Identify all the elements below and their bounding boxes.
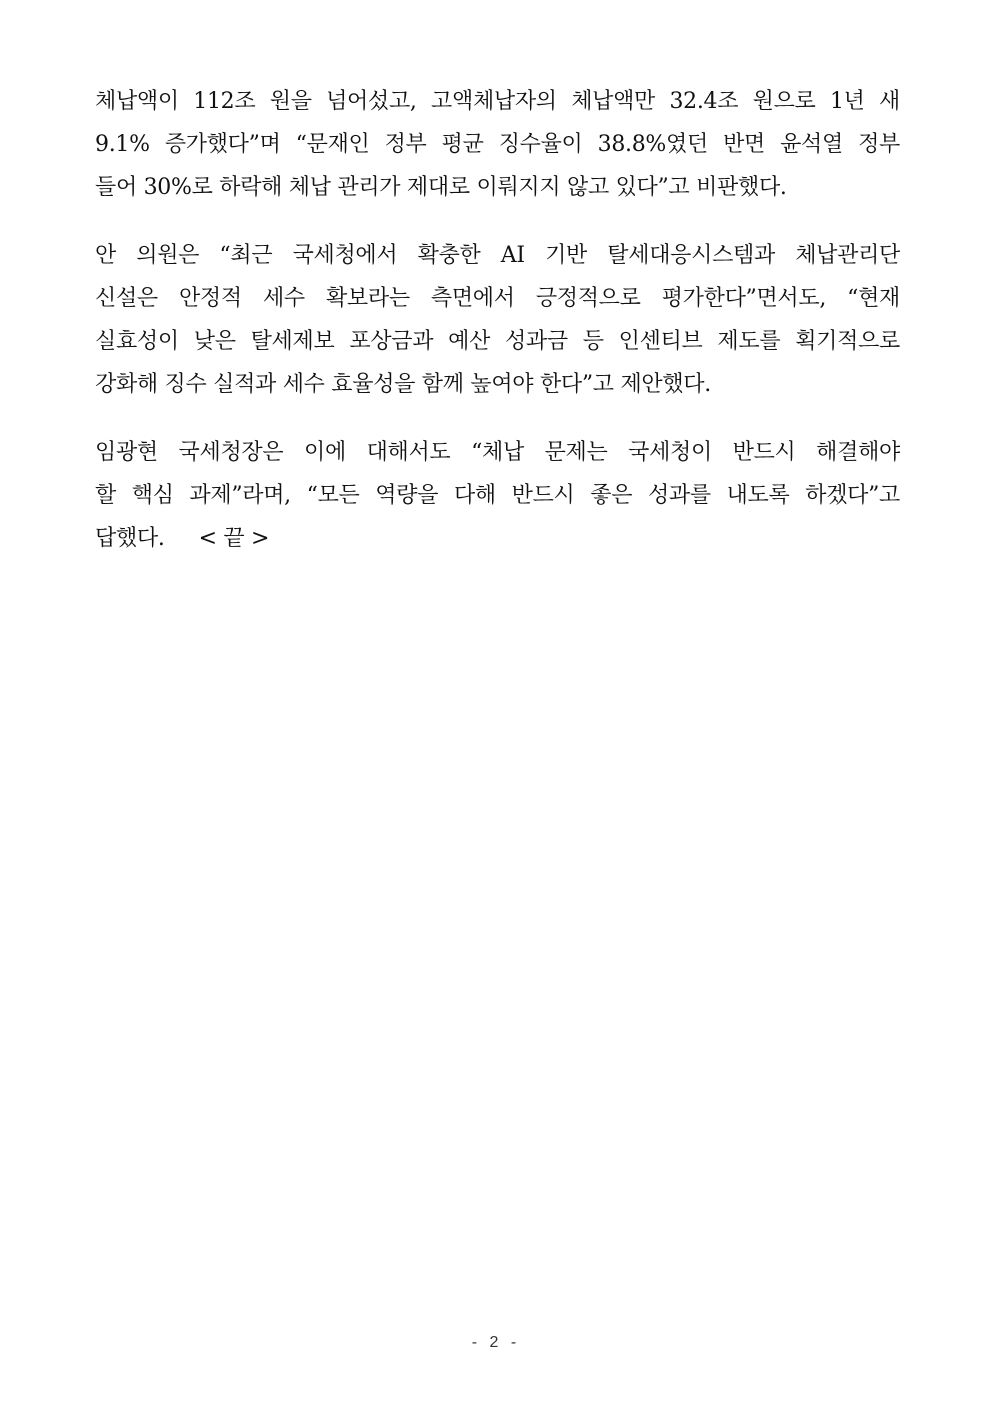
text-line: 신설은 안정적 세수 확보라는 측면에서 긍정적으로 평가한다”면서도, “현재	[95, 286, 900, 311]
text-line: 실효성이 낮은 탈세제보 포상금과 예산 성과금 등 인센티브 제도를 획기적으로	[95, 329, 900, 354]
paragraph-2	[95, 234, 900, 406]
text-line: 체납액이 112조 원을 넘어섰고, 고액체납자의 체납액만 32.4조 원으로 1년 새	[95, 89, 900, 114]
text-line-final	[95, 517, 900, 560]
end-mark: < 끝 >	[198, 526, 270, 551]
body-text	[95, 80, 900, 585]
page-number: - 2 -	[471, 1334, 521, 1351]
text-line: 들어 30%로 하락해 체납 관리가 제대로 이뤄지지 않고 있다”고 비판했다.	[95, 175, 787, 200]
closing-text: 답했다.	[95, 526, 165, 551]
text-line: 강화해 징수 실적과 세수 효율성을 함께 높여야 한다”고 제안했다.	[95, 372, 711, 397]
text-line: 임광현 국세청장은 이에 대해서도 “체납 문제는 국세청이 반드시 해결해야	[95, 440, 900, 465]
paragraph-3	[95, 431, 900, 560]
text-line: 9.1% 증가했다”며 “문재인 정부 평균 징수율이 38.8%였던 반면 윤석열 정부	[95, 132, 900, 157]
text-line: 할 핵심 과제”라며, “모든 역량을 다해 반드시 좋은 성과를 내도록 하겠다”고	[95, 483, 900, 508]
paragraph-1	[95, 80, 900, 209]
text-line: 안 의원은 “최근 국세청에서 확충한 AI 기반 탈세대응시스템과 체납관리단	[95, 243, 900, 268]
